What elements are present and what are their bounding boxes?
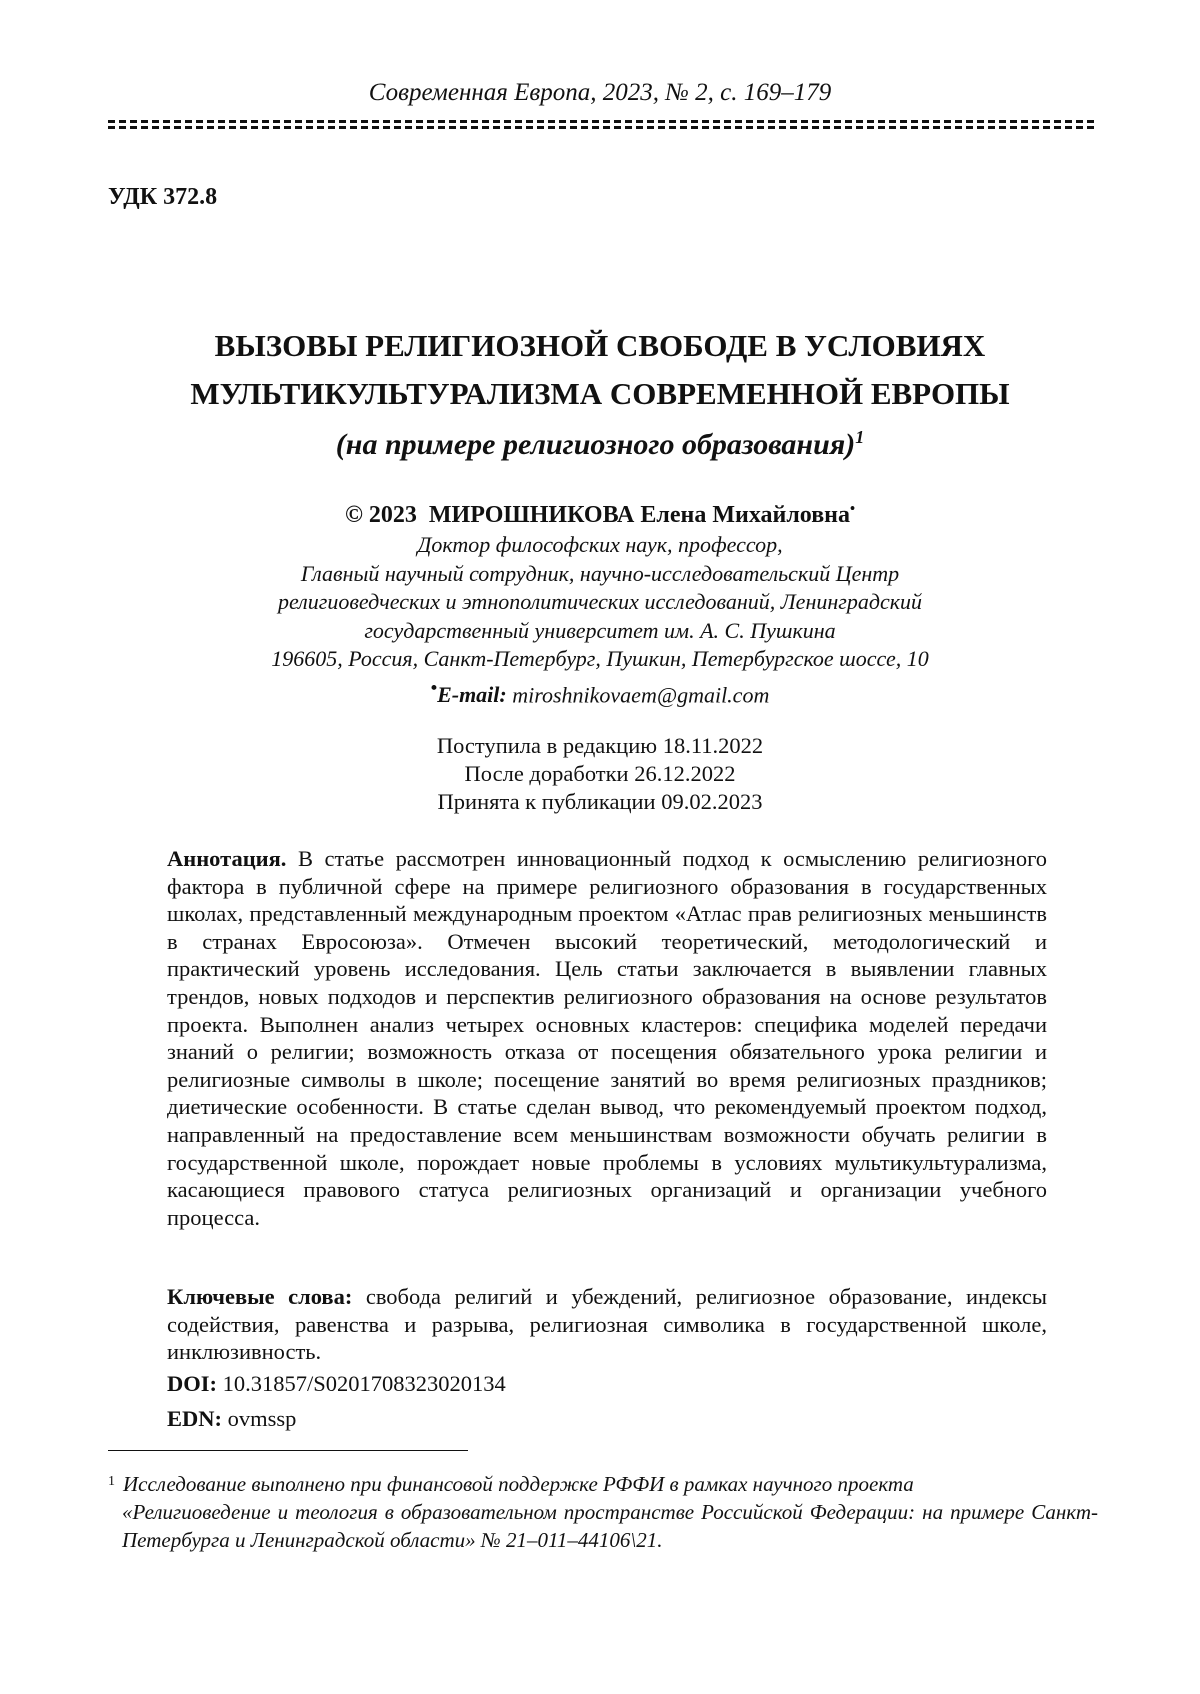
- author-affiliation: [100, 531, 1100, 710]
- title-line-2: МУЛЬТИКУЛЬТУРАЛИЗМА СОВРЕМЕННОЙ ЕВРОПЫ: [190, 376, 1010, 411]
- abstract-text: В статье рассмотрен инновационный подход к осмыслению религиозного фактора в публичной сфере на примере религиозного образования в государственных школах, представленный международным проектом «Атлас прав религиозных меньшинств в странах Евросоюза». Отмечен высокий теоретический, методологический и практический уровень исследования. Цель статьи заключается в выявлении главных трендов, новых подходов и перспектив религиозного образования на основе результатов проекта. Выполнен анализ четырех основных кластеров: специфика моделей передачи знаний о религии; возможность отказа от посещения обязательного урока религии и религиозные символы в школе; посещение занятий во время религиозных праздников; диетические особенности. В статье сделан вывод, что рекомендуемый проектом подход, направленный на предоставление всем меньшинствам возможности обучать религии в государственной школе, порождает новые проблемы в условиях мультикультурализма, касающиеся правового статуса религиозных организаций и организации учебного процесса.: [167, 846, 1047, 1230]
- email-mark: •: [430, 677, 438, 698]
- article-title: [100, 322, 1100, 418]
- email-line: [100, 674, 1100, 710]
- footnote-line-1: Исследование выполнено при финансовой поддержке РФФИ в рамках научного проекта: [123, 1472, 914, 1496]
- subtitle-text: (на примере религиозного образования): [335, 428, 856, 461]
- submission-dates: [100, 732, 1100, 816]
- date-revised: После доработки 26.12.2022: [464, 761, 736, 786]
- edn: [167, 1405, 296, 1433]
- doi: [167, 1370, 506, 1398]
- footnote-rule: [108, 1450, 468, 1451]
- subtitle-footnote-mark: 1: [855, 427, 865, 447]
- edn-value: ovmssp: [227, 1406, 297, 1431]
- article-subtitle: [100, 425, 1100, 465]
- header-double-dashed-rule: [108, 120, 1098, 130]
- keywords-text: свобода религий и убеждений, религиозное образование, индексы содействия, равенства и разрыва, религиозная символика в государственной школе, инклюзивность.: [167, 1284, 1047, 1365]
- abstract-label: Аннотация.: [167, 846, 287, 871]
- author-line: [100, 500, 1100, 530]
- doi-label: DOI:: [167, 1371, 217, 1396]
- affiliation-line: религиоведческих и этнополитических исследований, Ленинградский: [277, 589, 923, 615]
- copyright-year: © 2023: [344, 502, 417, 528]
- doi-value[interactable]: 10.31857/S0201708323020134: [222, 1371, 506, 1396]
- keywords: [167, 1283, 1047, 1366]
- journal-header: Современная Европа, 2023, № 2, с. 169–179: [368, 79, 832, 106]
- date-accepted: Принята к публикации 09.02.2023: [437, 789, 763, 814]
- author-mark: •: [850, 501, 856, 517]
- abstract: [167, 845, 1047, 1231]
- title-line-1: ВЫЗОВЫ РЕЛИГИОЗНОЙ СВОБОДЕ В УСЛОВИЯХ: [214, 328, 986, 363]
- author-degree: Доктор философских наук, профессор,: [417, 532, 783, 557]
- footnote: [108, 1470, 1098, 1554]
- email-label: E-mail:: [437, 682, 507, 708]
- footnote-mark: 1: [108, 1474, 115, 1489]
- udk-code: УДК 372.8: [108, 184, 218, 210]
- keywords-label: Ключевые слова:: [167, 1284, 353, 1309]
- date-received: Поступила в редакцию 18.11.2022: [436, 733, 764, 758]
- edn-label: EDN:: [167, 1406, 222, 1431]
- author-name: МИРОШНИКОВА Елена Михайловна: [428, 502, 850, 528]
- email-address[interactable]: miroshnikovaem@gmail.com: [512, 682, 770, 708]
- affiliation-address: 196605, Россия, Санкт-Петербург, Пушкин, Петербургское шоссе, 10: [271, 646, 929, 672]
- affiliation-line: государственный университет им. А. С. Пушкина: [364, 617, 836, 643]
- affiliation-line: Главный научный сотрудник, научно-исследовательский Центр: [300, 560, 900, 586]
- footnote-rest: «Религиоведение и теология в образовательном пространстве Российской Федерации: на примере Санкт-Петербурга и Ленинградской области» № 21–011–44106\21.: [122, 1500, 1098, 1552]
